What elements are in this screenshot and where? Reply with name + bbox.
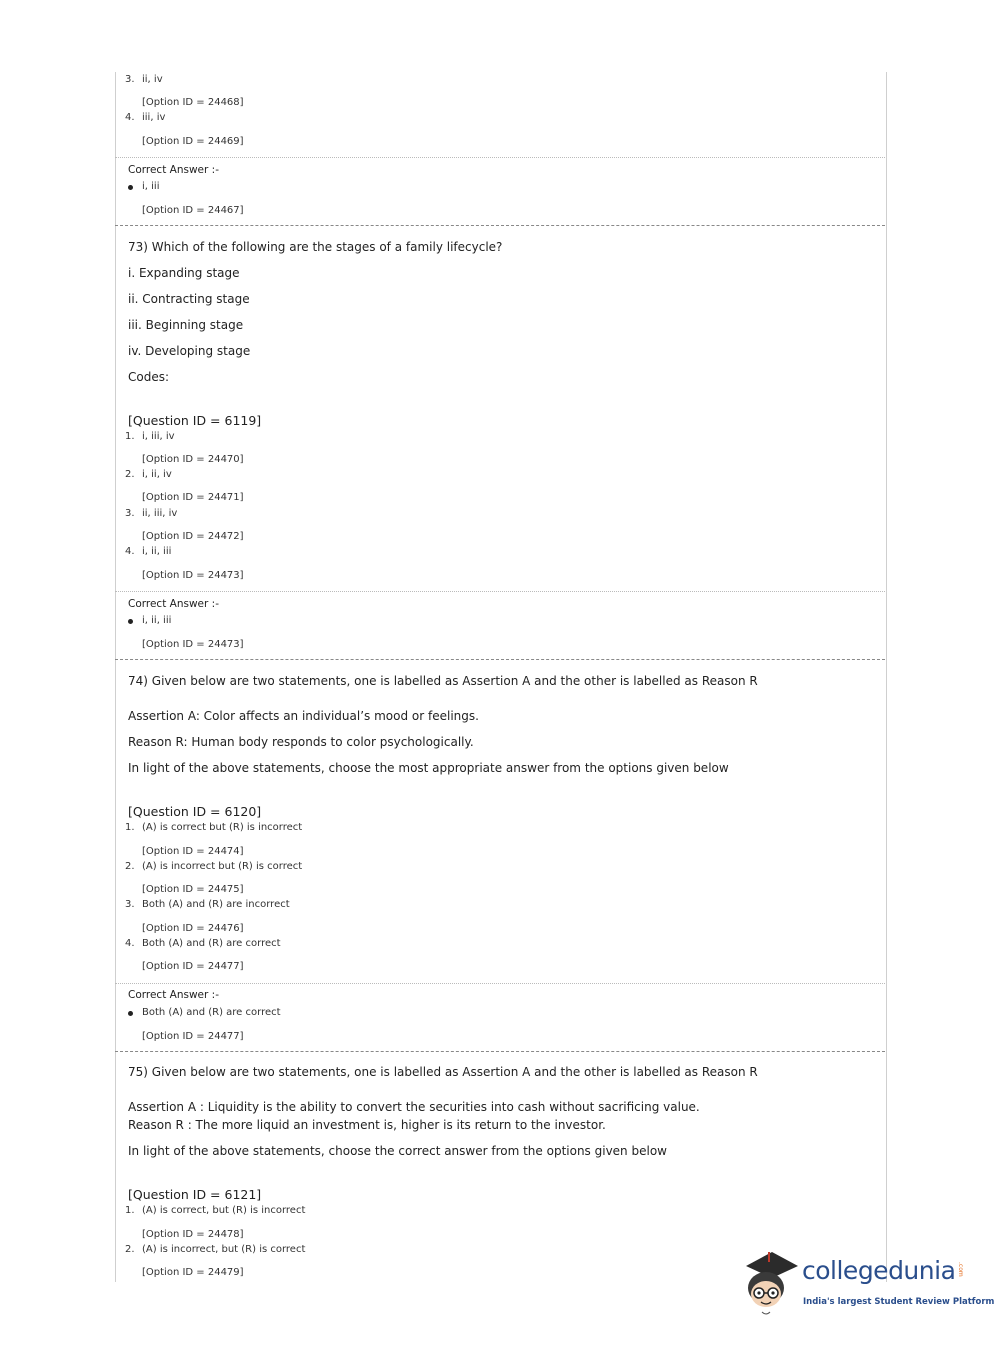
option-text: ii, iv bbox=[142, 74, 163, 85]
option-id: [Option ID = 24471] bbox=[142, 492, 244, 503]
option-id: [Option ID = 24474] bbox=[142, 846, 244, 857]
option-id: [Option ID = 24478] bbox=[142, 1229, 244, 1240]
question-divider bbox=[115, 1051, 885, 1052]
correct-answer-label: Correct Answer :- bbox=[128, 164, 219, 176]
option-id: [Option ID = 24469] bbox=[142, 136, 244, 147]
option-number: 1. bbox=[125, 822, 135, 833]
logo-wordmark: collegedunia bbox=[802, 1256, 956, 1285]
option-number: 2. bbox=[125, 469, 135, 480]
section-divider bbox=[115, 157, 885, 158]
logo-domain: .com bbox=[957, 1262, 964, 1277]
collegedunia-logo bbox=[742, 1250, 995, 1320]
statement-line: iii. Beginning stage bbox=[128, 318, 244, 332]
question-divider bbox=[115, 225, 885, 226]
section-divider bbox=[115, 591, 885, 592]
assertion-line: Assertion A: Color affects an individual’s mood or feelings. bbox=[128, 709, 479, 723]
instruction-line: In light of the above statements, choose the correct answer from the options given below bbox=[128, 1144, 667, 1158]
question-text: 75) Given below are two statements, one is labelled as Assertion A and the other is labelled as Reason R bbox=[128, 1065, 758, 1079]
section-divider bbox=[115, 983, 885, 984]
bullet-icon bbox=[128, 1011, 133, 1016]
option-id: [Option ID = 24476] bbox=[142, 923, 244, 934]
correct-answer-label: Correct Answer :- bbox=[128, 989, 219, 1001]
option-text: i, ii, iv bbox=[142, 469, 172, 480]
option-number: 3. bbox=[125, 74, 135, 85]
option-number: 3. bbox=[125, 899, 135, 910]
instruction-line: In light of the above statements, choose the most appropriate answer from the options given below bbox=[128, 761, 729, 775]
question-id: [Question ID = 6121] bbox=[128, 1187, 262, 1202]
option-id: [Option ID = 24473] bbox=[142, 570, 244, 581]
option-text: (A) is incorrect but (R) is correct bbox=[142, 861, 303, 872]
option-text: i, ii, iii bbox=[142, 546, 172, 557]
correct-answer-text: Both (A) and (R) are correct bbox=[142, 1007, 281, 1018]
reason-line: Reason R : The more liquid an investment is, higher is its return to the investor. bbox=[128, 1118, 606, 1132]
option-id: [Option ID = 24467] bbox=[142, 205, 244, 216]
correct-answer-text: i, iii bbox=[142, 181, 160, 192]
question-divider bbox=[115, 659, 885, 660]
option-text: (A) is incorrect, but (R) is correct bbox=[142, 1244, 306, 1255]
option-number: 1. bbox=[125, 1205, 135, 1216]
statement-line: iv. Developing stage bbox=[128, 344, 251, 358]
option-id: [Option ID = 24475] bbox=[142, 884, 244, 895]
mascot-icon bbox=[742, 1250, 802, 1320]
option-id: [Option ID = 24468] bbox=[142, 97, 244, 108]
option-number: 4. bbox=[125, 112, 135, 123]
logo-tagline: India's largest Student Review Platform bbox=[803, 1297, 995, 1307]
option-id: [Option ID = 24479] bbox=[142, 1267, 244, 1278]
option-number: 4. bbox=[125, 938, 135, 949]
option-id: [Option ID = 24477] bbox=[142, 1031, 244, 1042]
option-text: i, iii, iv bbox=[142, 431, 175, 442]
option-id: [Option ID = 24472] bbox=[142, 531, 244, 542]
option-id: [Option ID = 24470] bbox=[142, 454, 244, 465]
correct-answer-label: Correct Answer :- bbox=[128, 598, 219, 610]
option-number: 2. bbox=[125, 861, 135, 872]
codes-label: Codes: bbox=[128, 370, 170, 384]
correct-answer-text: i, ii, iii bbox=[142, 615, 172, 626]
option-id: [Option ID = 24477] bbox=[142, 961, 244, 972]
statement-line: i. Expanding stage bbox=[128, 266, 240, 280]
option-text: (A) is correct but (R) is incorrect bbox=[142, 822, 303, 833]
bullet-icon bbox=[128, 619, 133, 624]
option-id: [Option ID = 24473] bbox=[142, 639, 244, 650]
option-text: ii, iii, iv bbox=[142, 508, 178, 519]
assertion-line: Assertion A : Liquidity is the ability to convert the securities into cash without sacrificing value. bbox=[128, 1100, 700, 1114]
option-number: 1. bbox=[125, 431, 135, 442]
question-id: [Question ID = 6120] bbox=[128, 804, 262, 819]
option-number: 4. bbox=[125, 546, 135, 557]
option-text: iii, iv bbox=[142, 112, 166, 123]
option-number: 3. bbox=[125, 508, 135, 519]
option-text: (A) is correct, but (R) is incorrect bbox=[142, 1205, 306, 1216]
question-id: [Question ID = 6119] bbox=[128, 413, 262, 428]
option-number: 2. bbox=[125, 1244, 135, 1255]
question-text: 73) Which of the following are the stages of a family lifecycle? bbox=[128, 240, 503, 254]
reason-line: Reason R: Human body responds to color psychologically. bbox=[128, 735, 474, 749]
statement-line: ii. Contracting stage bbox=[128, 292, 250, 306]
bullet-icon bbox=[128, 185, 133, 190]
option-text: Both (A) and (R) are incorrect bbox=[142, 899, 290, 910]
question-text: 74) Given below are two statements, one is labelled as Assertion A and the other is labelled as Reason R bbox=[128, 674, 758, 688]
option-text: Both (A) and (R) are correct bbox=[142, 938, 281, 949]
